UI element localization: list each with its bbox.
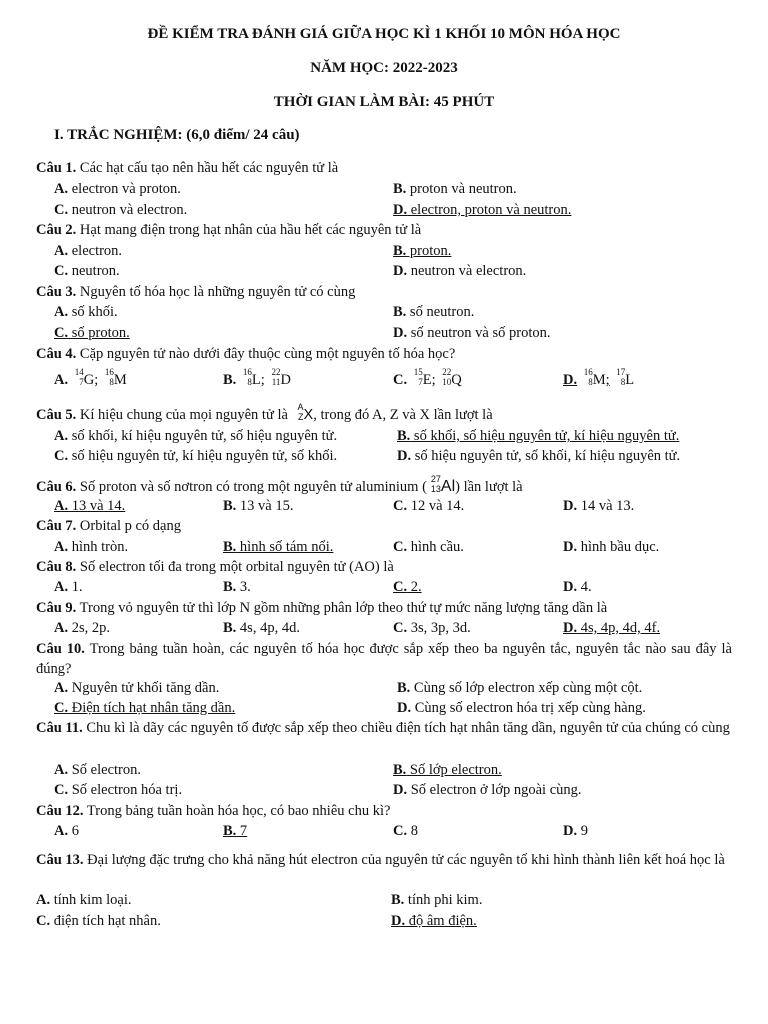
general-symbol: A Z: [297, 402, 304, 422]
question-number: Câu 1.: [36, 160, 77, 176]
q10-option-b: B. Cùng số lớp electron xếp cùng một cột.: [397, 680, 643, 696]
aluminium-symbol: 27 13: [430, 474, 441, 494]
q8-option-d: D. 4.: [563, 579, 592, 595]
q13-option-c: C. điện tích hạt nhân.: [36, 913, 161, 929]
q4-option-d: D. 16 8 M; 17 8 L: [563, 367, 635, 388]
q9-option-d: D. 4s, 4p, 4d, 4f.: [563, 620, 661, 636]
q13-option-a: A. tính kim loại.: [36, 892, 132, 908]
q6-option-a: A. 13 và 14.: [54, 498, 126, 514]
q12-option-a: A. 6: [54, 823, 79, 839]
q12-option-d: D. 9: [563, 823, 588, 839]
q5-option-b: B. số khối, số hiệu nguyên tử, kí hiệu nguyên tử.: [397, 428, 680, 444]
q11-option-b: B. Số lớp electron.: [393, 762, 502, 778]
q11-option-d: D. Số electron ở lớp ngoài cùng.: [393, 782, 582, 798]
q8-option-c: C. 2.: [393, 579, 422, 595]
exam-duration: THỜI GIAN LÀM BÀI: 45 PHÚT: [273, 94, 495, 110]
q4-option-c: C. 15 7 E; 22 10 Q: [393, 367, 462, 388]
isotope-symbol: 16 8: [242, 367, 252, 387]
isotope-symbol: 22 11: [271, 367, 281, 387]
question-5: Câu 5. Kí hiệu chung của mọi nguyên tử là A Z X, trong đó A, Z và X lần lượt là: [36, 402, 493, 423]
question-1: [36, 158, 732, 178]
question-10: Câu 10. Trong bảng tuần hoàn, các nguyên tố hóa học được sắp xếp theo ba nguyên tắc, nguyên tắc nào sau đây là đúng?: [36, 641, 732, 678]
q8-option-b: B. 3.: [223, 579, 251, 595]
q3-option-a: A. số khối.: [54, 304, 118, 320]
q7-option-c: C. hình cầu.: [393, 539, 464, 555]
question-text: Các hạt cấu tạo nên hầu hết các nguyên tử là: [76, 160, 339, 176]
q1-option-d: D. electron, proton và neutron.: [393, 202, 572, 218]
q12-option-c: C. 8: [393, 823, 418, 839]
isotope-symbol: 22 10: [442, 367, 452, 387]
exam-title: ĐỀ KIỂM TRA ĐÁNH GIÁ GIỮA HỌC KÌ 1 KHỐI 10 MÔN HÓA HỌC: [147, 26, 621, 42]
q10-option-a: A. Nguyên tử khối tăng dần.: [54, 680, 220, 696]
question-8: Câu 8. Số electron tối đa trong một orbital nguyên tử (AO) là: [36, 559, 394, 575]
q12-option-b: B. 7: [223, 823, 248, 839]
q7-option-b: B. hình số tám nổi.: [223, 539, 334, 555]
q10-option-d: D. Cùng số electron hóa trị xếp cùng hàng.: [397, 700, 646, 716]
q6-option-d: D. 14 và 13.: [563, 498, 635, 514]
q4-option-b: B. 16 8 L; 22 11 D: [223, 367, 291, 388]
q2-option-a: A. electron.: [54, 243, 123, 259]
q6-option-c: C. 12 và 14.: [393, 498, 465, 514]
question-11: Câu 11. Chu kì là dãy các nguyên tố được sắp xếp theo chiều điện tích hạt nhân tăng dần, nguyên tử của chúng có cùng: [36, 720, 730, 736]
question-2: Câu 2. Hạt mang điện trong hạt nhân của hầu hết các nguyên tử là: [36, 222, 422, 238]
isotope-symbol: 16 8: [583, 367, 593, 387]
q5-option-c: C. số hiệu nguyên tử, kí hiệu nguyên tử, số khối.: [54, 448, 338, 464]
section-heading: I. TRẮC NGHIỆM: (6,0 điểm/ 24 câu): [54, 127, 300, 143]
q1-option-c: C. neutron và electron.: [54, 202, 188, 218]
q2-option-d: D. neutron và electron.: [393, 263, 527, 279]
q8-option-a: A. 1.: [54, 579, 83, 595]
q1-option-a: A. electron và proton.: [54, 181, 181, 197]
question-13: Câu 13. Đại lượng đặc trưng cho khả năng hút electron của nguyên tử các nguyên tố khi hình thành liên kết hoá học là: [36, 852, 725, 868]
isotope-symbol: 14 7: [74, 367, 84, 387]
q11-option-a: A. Số electron.: [54, 762, 141, 778]
q3-option-b: B. số neutron.: [393, 304, 475, 320]
question-3: Câu 3. Nguyên tố hóa học là những nguyên tử có cùng: [36, 284, 356, 300]
q10-option-c: C. Điện tích hạt nhân tăng dần.: [54, 700, 236, 716]
q6-option-b: B. 13 và 15.: [223, 498, 294, 514]
q9-option-b: B. 4s, 4p, 4d.: [223, 620, 300, 636]
school-year: NĂM HỌC: 2022-2023: [310, 60, 458, 76]
q2-option-c: C. neutron.: [54, 263, 120, 279]
q4-option-a: A. 14 7 G; 16 8 M: [54, 367, 127, 388]
q5-option-d: D. số hiệu nguyên tử, số khối, kí hiệu nguyên tử.: [397, 448, 681, 464]
question-9: Câu 9. Trong vỏ nguyên tử thì lớp N gồm những phân lớp theo thứ tự mức năng lượng tăng dần là: [36, 600, 608, 616]
q7-option-a: A. hình tròn.: [54, 539, 129, 555]
question-6: Câu 6. Số proton và số nơtron có trong một nguyên tử aluminium ( 27 13 Al) lần lượt là: [36, 474, 523, 495]
q11-option-c: C. Số electron hóa trị.: [54, 782, 183, 798]
q7-option-d: D. hình bầu dục.: [563, 539, 660, 555]
q13-option-b: B. tính phi kim.: [391, 892, 483, 908]
isotope-symbol: 17 8: [616, 367, 626, 387]
isotope-symbol: 15 7: [413, 367, 423, 387]
question-7: Câu 7. Orbital p có dạng: [36, 518, 181, 534]
q3-option-c: C. số proton.: [54, 325, 130, 341]
q13-option-d: D. độ âm điện.: [391, 913, 477, 929]
q5-option-a: A. số khối, kí hiệu nguyên tử, số hiệu nguyên tử.: [54, 428, 338, 444]
q9-option-c: C. 3s, 3p, 3d.: [393, 620, 471, 636]
question-4: Câu 4. Cặp nguyên tử nào dưới đây thuộc cùng một nguyên tố hóa học?: [36, 346, 456, 362]
q3-option-d: D. số neutron và số proton.: [393, 325, 551, 341]
q9-option-a: A. 2s, 2p.: [54, 620, 111, 636]
q2-option-b: B. proton.: [393, 243, 452, 259]
isotope-symbol: 16 8: [104, 367, 114, 387]
question-12: Câu 12. Trong bảng tuần hoàn hóa học, có bao nhiêu chu kì?: [36, 803, 391, 819]
q1-option-b: B. proton và neutron.: [393, 181, 517, 197]
